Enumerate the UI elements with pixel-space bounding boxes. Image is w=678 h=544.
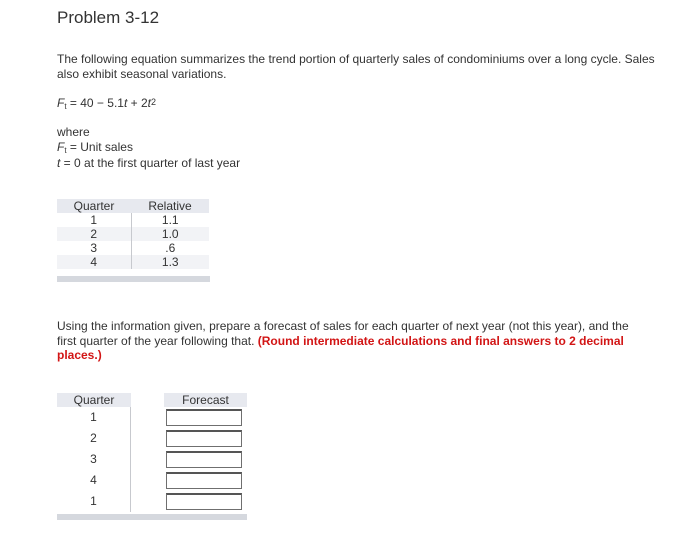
quarter-cell: 2 (57, 227, 131, 241)
relative-cell: .6 (165, 241, 176, 255)
forecast-row (57, 428, 247, 449)
forecast-table (57, 393, 247, 512)
instructions-text: Using the information given, prepare a forecast of sales for each quarter of next year (not this year), and the first quarter of the year following that. (57, 319, 629, 348)
rounding-note: (Round intermediate calculations and final answers to 2 decimal places.) (57, 333, 624, 362)
def1-sub: t (64, 145, 67, 155)
forecast-quarter-cell: 1 (57, 491, 131, 512)
forecast-input-q2[interactable] (166, 430, 242, 447)
forecast-table-footer-bar (57, 514, 247, 520)
def2-text: = 0 at the first quarter of last year (60, 156, 241, 170)
formula-exponent: 2 (151, 97, 157, 107)
column-header-quarter: Quarter (57, 199, 131, 213)
column-header-relative: Relative (131, 199, 209, 213)
relative-cell: 1.0 (131, 227, 209, 241)
table-row (57, 241, 209, 255)
forecast-quarter-cell: 3 (57, 449, 131, 470)
forecast-row (57, 449, 247, 470)
forecast-table-header (57, 393, 247, 407)
def1-var: F (57, 139, 65, 154)
relative-cell: 1.3 (131, 255, 209, 269)
forecast-input-q4[interactable] (166, 472, 242, 489)
table-row (57, 227, 209, 241)
table-row (57, 255, 209, 269)
forecast-row (57, 491, 247, 512)
instructions (57, 319, 651, 363)
formula-t2: t (147, 96, 152, 110)
column-header-quarter: Quarter (57, 393, 131, 407)
forecast-row (57, 470, 247, 491)
problem-title: Problem 3-12 (57, 8, 160, 27)
where-label: where (57, 125, 90, 139)
relative-cell: 1.1 (161, 213, 179, 227)
quarter-cell: 1 (57, 213, 131, 227)
seasonal-relatives-table (57, 199, 209, 269)
column-header-forecast: Forecast (164, 393, 247, 407)
definition-ft (57, 140, 657, 157)
quarter-cell: 3 (57, 241, 131, 255)
quarter-cell: 4 (57, 255, 131, 269)
table-row (57, 213, 209, 227)
formula-lhs-sub: t (64, 102, 67, 111)
forecast-input-q1[interactable] (166, 409, 242, 426)
forecast-input-next-q1[interactable] (166, 493, 242, 510)
forecast-row (57, 407, 247, 428)
definition-t (57, 156, 657, 171)
table-footer-bar (57, 276, 210, 282)
formula-t1: t (123, 96, 128, 110)
where-definitions (57, 125, 657, 171)
problem-intro: The following equation summarizes the trend portion of quarterly sales of condominiums over a long cycle. Sales also exhibit seasonal variations. (57, 52, 655, 81)
formula-lhs-var: F (57, 96, 65, 110)
formula-rhs-part1: = 40 − 5.1 (66, 96, 124, 110)
forecast-quarter-cell: 4 (57, 470, 131, 491)
forecast-quarter-cell: 2 (57, 428, 131, 449)
trend-formula (57, 96, 657, 113)
def2-var: t (57, 156, 61, 170)
forecast-quarter-cell: 1 (57, 407, 131, 428)
formula-rhs-part2: + 2 (127, 96, 148, 110)
def1-text: = Unit sales (66, 139, 133, 154)
forecast-input-q3[interactable] (166, 451, 242, 468)
